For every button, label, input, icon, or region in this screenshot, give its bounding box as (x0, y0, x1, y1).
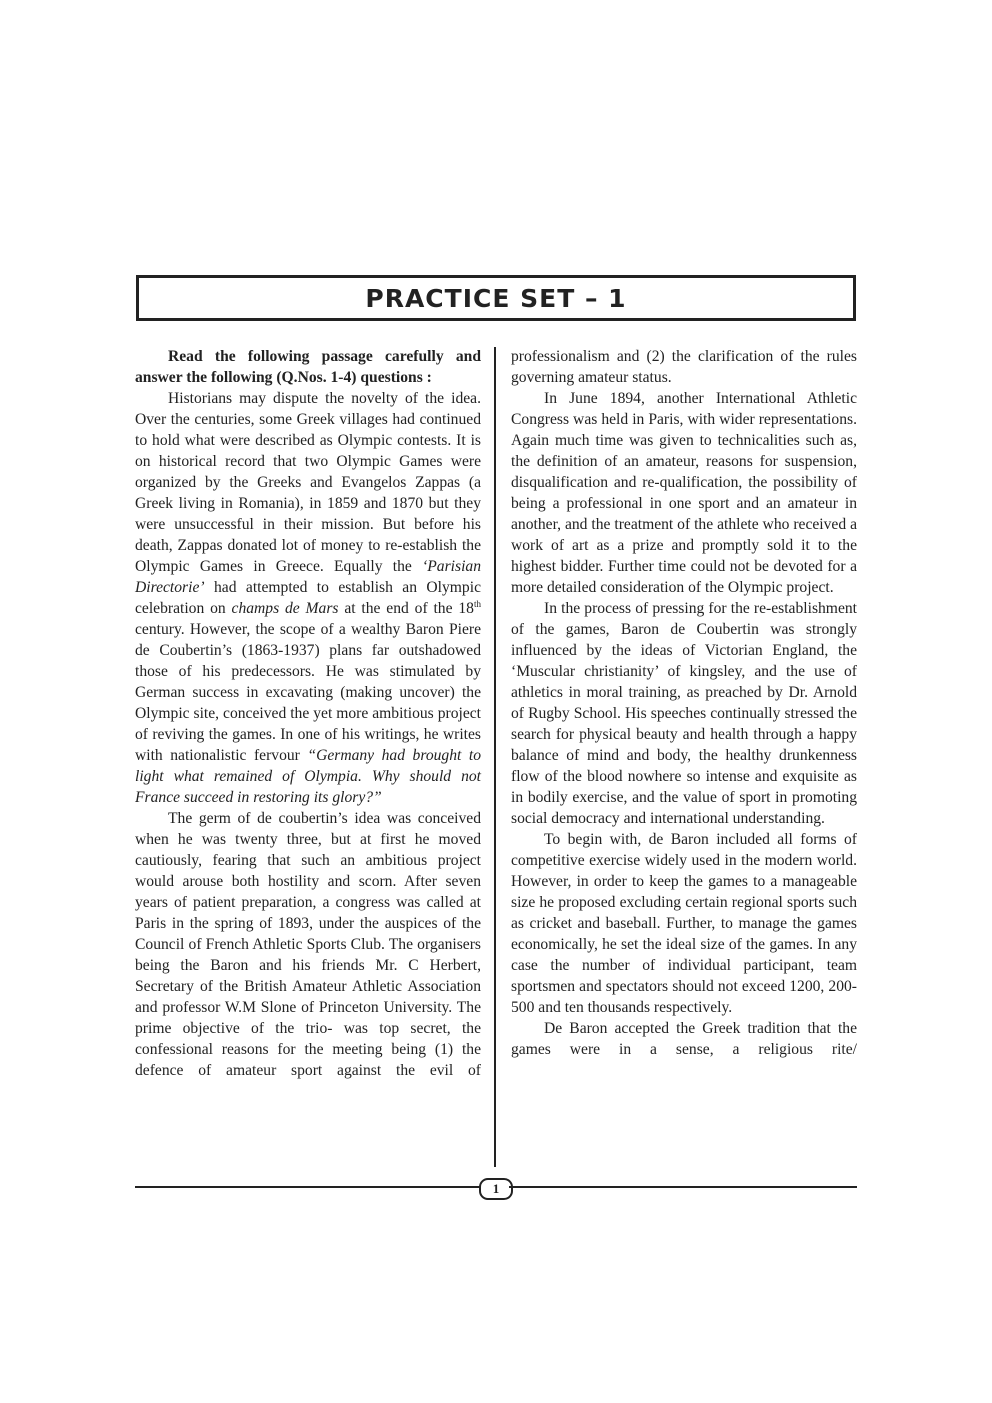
paragraph-3: In June 1894, another International Athletic Congress was held in Paris, with wider representations. Again much time was given to technicalities such as, the definition of an amateur, reasons for suspension, disqualification and re-qualification, the possibility of being a professional in one sport and an amateur in another, and the treatment of the athlete who received a work of art as a prize and promptly sold it to the highest bidder. Further time could not be devoted for a more detailed consideration of the Olympic project. (511, 390, 857, 596)
text-segment: century. However, the scope of a wealthy Baron Piere de Coubertin’s (1863-1937) plans far outshadowed those of his predecessors. He was stimulated by German success in excavating (making uncover) the Olympic site, conceived the yet more ambitious project of reviving the games. In one of his writings, he writes with nationalistic fervour (135, 621, 481, 764)
paragraph-6: De Baron accepted the Greek tradition that the games were in a sense, a religious rite/ (511, 1020, 857, 1058)
text-segment: Historians may dispute the novelty of the idea. Over the centuries, some Greek villages had continued to hold what were described as Olympic contests. It is on historical record that two Olympic Games were organized by the Greeks and Evangelos Zappas (a Greek living in Romania), in 1859 and 1870 but they were unsuccessful in their mission. But before his death, Zappas donated lot of money to re-establish the Olympic Games in Greece. Equally the (135, 390, 481, 575)
italic-segment: ‘Parisian Directorie’ (135, 558, 481, 596)
paragraph-4: In the process of pressing for the re-establishment of the games, Baron de Coubertin was strongly influenced by the ideas of Victorian England, the ‘Muscular christianity’ of kingsley, and the use of athletics in moral training, as preached by Dr. Arnold of Rugby School. His speeches continually stressed the search for physical beauty and health through a happy balance of mind and body, the healthy drunkenness flow of the blood nowhere so intense and exquisite as in bodily exercise, and the value of sport in promoting social democracy and international understanding. (511, 600, 857, 827)
right-column (511, 346, 857, 1060)
paragraph-5: To begin with, de Baron included all forms of competitive exercise widely used in the modern world. However, in order to keep the games to a manageable size he proposed excluding certain regional sports such as cricket and baseball. Further, to manage the games economically, he set the ideal size of the games. In any case the number of individual participant, team sportsmen and spectators should not exceed 1200, 200-500 and ten thousands respectively. (511, 831, 857, 1016)
title-box (136, 275, 856, 321)
paragraph-2-continued: professionalism and (2) the clarification of the rules governing amateur status. (511, 348, 857, 386)
page-number: 1 (479, 1178, 513, 1200)
paragraph-2: The germ of de coubertin’s idea was conceived when he was twenty three, but at first he moved cautiously, fearing that such an ambitious project would arouse both hostility and scorn. After seven years of patient preparation, a congress was called at Paris in the spring of 1893, under the auspices of the Council of French Athletic Sports Club. The organisers being the Baron and his friends Mr. C Herbert, Secretary of the British Amateur Athletic Association and professor W.M Slone of Princeton University. The prime objective of the trio- was top secret, the confessional reasons for the meeting being (1) the defence of amateur sport against the evil of (135, 810, 481, 1079)
italic-quote: “Germany had brought to light what remained of Olympia. Why should not France succeed in restoring its glory?” (135, 747, 481, 806)
paragraph-1 (135, 388, 481, 808)
text-segment: at the end of the 18 (338, 600, 474, 617)
italic-segment: champs de Mars (231, 600, 339, 617)
left-column (135, 346, 481, 1081)
text-segment: had attempted to establish an Olympic celebration on (135, 579, 481, 617)
superscript: th (473, 598, 481, 609)
column-divider (494, 347, 496, 1167)
footer-rule-right (509, 1186, 857, 1188)
instruction: Read the following passage carefully and answer the following (Q.Nos. 1-4) questions : (135, 348, 481, 386)
page-title: PRACTICE SET – 1 (365, 283, 627, 313)
footer-rule-left (135, 1186, 481, 1188)
